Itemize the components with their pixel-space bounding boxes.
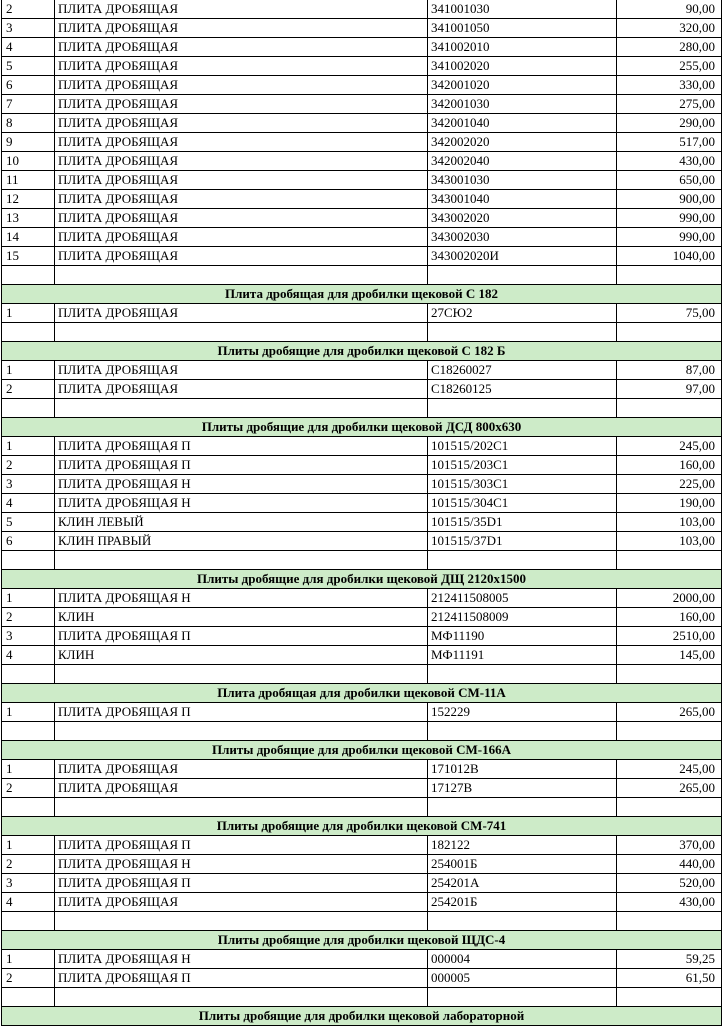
blank-row xyxy=(2,912,722,931)
empty-cell xyxy=(2,665,55,684)
table-row xyxy=(2,589,722,608)
blank-row xyxy=(2,551,722,570)
table-row xyxy=(2,57,722,76)
item-code: 182122 xyxy=(428,836,617,855)
item-name: ПЛИТА ДРОБЯЩАЯ П xyxy=(55,437,428,456)
item-name: ПЛИТА ДРОБЯЩАЯ xyxy=(55,190,428,209)
item-code: 171012В xyxy=(428,760,617,779)
table-row xyxy=(2,380,722,399)
item-price: 160,00 xyxy=(617,456,722,475)
row-number: 15 xyxy=(2,247,55,266)
item-name: ПЛИТА ДРОБЯЩАЯ xyxy=(55,304,428,323)
item-name: ПЛИТА ДРОБЯЩАЯ xyxy=(55,893,428,912)
row-number: 2 xyxy=(2,456,55,475)
item-name: ПЛИТА ДРОБЯЩАЯ П xyxy=(55,836,428,855)
item-name: КЛИН ЛЕВЫЙ xyxy=(55,513,428,532)
item-price: 330,00 xyxy=(617,76,722,95)
item-price: 225,00 xyxy=(617,475,722,494)
table-row xyxy=(2,361,722,380)
blank-row xyxy=(2,399,722,418)
item-price: 990,00 xyxy=(617,209,722,228)
table-row xyxy=(2,494,722,513)
empty-cell xyxy=(55,988,428,1007)
empty-cell xyxy=(55,399,428,418)
item-name: ПЛИТА ДРОБЯЩАЯ П xyxy=(55,969,428,988)
item-code: 341002010 xyxy=(428,38,617,57)
empty-cell xyxy=(2,798,55,817)
item-price: 145,00 xyxy=(617,646,722,665)
item-name: ПЛИТА ДРОБЯЩАЯ xyxy=(55,19,428,38)
item-name: ПЛИТА ДРОБЯЩАЯ xyxy=(55,133,428,152)
empty-cell xyxy=(2,266,55,285)
item-code: 254001Б xyxy=(428,855,617,874)
section-header-row xyxy=(2,684,722,703)
table-row xyxy=(2,209,722,228)
item-code: 152229 xyxy=(428,703,617,722)
item-code: 341001030 xyxy=(428,0,617,19)
row-number: 4 xyxy=(2,893,55,912)
row-number: 1 xyxy=(2,760,55,779)
empty-cell xyxy=(55,266,428,285)
row-number: 8 xyxy=(2,114,55,133)
empty-cell xyxy=(617,798,722,817)
item-name: ПЛИТА ДРОБЯЩАЯ xyxy=(55,247,428,266)
empty-cell xyxy=(2,323,55,342)
item-name: ПЛИТА ДРОБЯЩАЯ xyxy=(55,114,428,133)
empty-cell xyxy=(2,399,55,418)
empty-cell xyxy=(2,551,55,570)
row-number: 9 xyxy=(2,133,55,152)
item-code: 101515/202С1 xyxy=(428,437,617,456)
item-code: 254201Б xyxy=(428,893,617,912)
item-code: 342001030 xyxy=(428,95,617,114)
row-number: 1 xyxy=(2,950,55,969)
empty-cell xyxy=(428,912,617,931)
section-header-row xyxy=(2,342,722,361)
table-row xyxy=(2,304,722,323)
section-header-row xyxy=(2,285,722,304)
row-number: 3 xyxy=(2,475,55,494)
section-header-row xyxy=(2,570,722,589)
item-price: 190,00 xyxy=(617,494,722,513)
item-name: ПЛИТА ДРОБЯЩАЯ xyxy=(55,38,428,57)
item-code: МФ11191 xyxy=(428,646,617,665)
item-price: 900,00 xyxy=(617,190,722,209)
item-name: КЛИН xyxy=(55,608,428,627)
item-name: КЛИН ПРАВЫЙ xyxy=(55,532,428,551)
item-price: 61,50 xyxy=(617,969,722,988)
item-price: 160,00 xyxy=(617,608,722,627)
table-row xyxy=(2,76,722,95)
row-number: 1 xyxy=(2,703,55,722)
table-row xyxy=(2,171,722,190)
row-number: 13 xyxy=(2,209,55,228)
row-number: 1 xyxy=(2,361,55,380)
item-name: ПЛИТА ДРОБЯЩАЯ xyxy=(55,380,428,399)
row-number: 2 xyxy=(2,0,55,19)
item-price: 265,00 xyxy=(617,703,722,722)
section-title: Плиты дробящие для дробилки щековой СМ-741 xyxy=(2,817,722,836)
row-number: 12 xyxy=(2,190,55,209)
item-name: ПЛИТА ДРОБЯЩАЯ xyxy=(55,228,428,247)
item-code: 342001020 xyxy=(428,76,617,95)
item-price: 75,00 xyxy=(617,304,722,323)
blank-row xyxy=(2,798,722,817)
item-price: 430,00 xyxy=(617,893,722,912)
item-code: 000005 xyxy=(428,969,617,988)
table-row xyxy=(2,38,722,57)
empty-cell xyxy=(55,912,428,931)
table-row xyxy=(2,760,722,779)
row-number: 4 xyxy=(2,38,55,57)
table-row xyxy=(2,874,722,893)
item-code: 101515/37D1 xyxy=(428,532,617,551)
row-number: 1 xyxy=(2,589,55,608)
empty-cell xyxy=(617,266,722,285)
empty-cell xyxy=(617,988,722,1007)
table-row xyxy=(2,190,722,209)
row-number: 6 xyxy=(2,532,55,551)
empty-cell xyxy=(55,323,428,342)
row-number: 10 xyxy=(2,152,55,171)
item-price: 290,00 xyxy=(617,114,722,133)
blank-row xyxy=(2,988,722,1007)
item-price: 430,00 xyxy=(617,152,722,171)
empty-cell xyxy=(55,665,428,684)
item-code: С18260125 xyxy=(428,380,617,399)
item-name: ПЛИТА ДРОБЯЩАЯ xyxy=(55,361,428,380)
table-row xyxy=(2,532,722,551)
row-number: 3 xyxy=(2,627,55,646)
item-code: МФ11190 xyxy=(428,627,617,646)
empty-cell xyxy=(428,722,617,741)
item-price: 97,00 xyxy=(617,380,722,399)
item-name: ПЛИТА ДРОБЯЩАЯ xyxy=(55,760,428,779)
item-name: ПЛИТА ДРОБЯЩАЯ xyxy=(55,152,428,171)
table-row xyxy=(2,437,722,456)
item-name: ПЛИТА ДРОБЯЩАЯ Н xyxy=(55,950,428,969)
item-price: 103,00 xyxy=(617,532,722,551)
table-row xyxy=(2,475,722,494)
item-code: 343002020 xyxy=(428,209,617,228)
table-row xyxy=(2,247,722,266)
item-name: ПЛИТА ДРОБЯЩАЯ xyxy=(55,209,428,228)
item-code: 17127В xyxy=(428,779,617,798)
item-name: ПЛИТА ДРОБЯЩАЯ П xyxy=(55,874,428,893)
item-code: 101515/203С1 xyxy=(428,456,617,475)
table-row xyxy=(2,133,722,152)
item-name: ПЛИТА ДРОБЯЩАЯ xyxy=(55,779,428,798)
item-name: ПЛИТА ДРОБЯЩАЯ xyxy=(55,0,428,19)
table-row xyxy=(2,646,722,665)
section-title: Плиты дробящие для дробилки щековой СМ-166А xyxy=(2,741,722,760)
empty-cell xyxy=(55,722,428,741)
item-price: 59,25 xyxy=(617,950,722,969)
row-number: 1 xyxy=(2,836,55,855)
table-row xyxy=(2,969,722,988)
table-row xyxy=(2,0,722,19)
item-name: ПЛИТА ДРОБЯЩАЯ Н xyxy=(55,475,428,494)
item-price: 265,00 xyxy=(617,779,722,798)
section-header-row xyxy=(2,931,722,950)
row-number: 4 xyxy=(2,646,55,665)
table-row xyxy=(2,114,722,133)
item-code: 254201А xyxy=(428,874,617,893)
item-code: С18260027 xyxy=(428,361,617,380)
item-name: ПЛИТА ДРОБЯЩАЯ xyxy=(55,95,428,114)
section-header-row xyxy=(2,1007,722,1026)
row-number: 1 xyxy=(2,437,55,456)
item-price: 440,00 xyxy=(617,855,722,874)
item-code: 343002020И xyxy=(428,247,617,266)
table-row xyxy=(2,950,722,969)
item-code: 27СЮ2 xyxy=(428,304,617,323)
item-price: 103,00 xyxy=(617,513,722,532)
item-price: 245,00 xyxy=(617,760,722,779)
section-title: Плиты дробящие для дробилки щековой ДЩ 2120х1500 xyxy=(2,570,722,589)
blank-row xyxy=(2,266,722,285)
blank-row xyxy=(2,722,722,741)
row-number: 2 xyxy=(2,969,55,988)
blank-row xyxy=(2,665,722,684)
row-number: 2 xyxy=(2,855,55,874)
item-name: ПЛИТА ДРОБЯЩАЯ П xyxy=(55,456,428,475)
row-number: 7 xyxy=(2,95,55,114)
item-name: ПЛИТА ДРОБЯЩАЯ П xyxy=(55,627,428,646)
item-code: 341001050 xyxy=(428,19,617,38)
table-row xyxy=(2,152,722,171)
empty-cell xyxy=(2,912,55,931)
empty-cell xyxy=(2,722,55,741)
row-number: 11 xyxy=(2,171,55,190)
item-name: ПЛИТА ДРОБЯЩАЯ xyxy=(55,76,428,95)
table-row xyxy=(2,228,722,247)
item-code: 343001040 xyxy=(428,190,617,209)
empty-cell xyxy=(617,323,722,342)
table-row xyxy=(2,19,722,38)
empty-cell xyxy=(428,798,617,817)
item-code: 000004 xyxy=(428,950,617,969)
section-title: Плиты дробящие для дробилки щековой С 182 Б xyxy=(2,342,722,361)
item-price: 2510,00 xyxy=(617,627,722,646)
item-price: 650,00 xyxy=(617,171,722,190)
price-list-table xyxy=(1,0,722,1026)
empty-cell xyxy=(617,399,722,418)
item-price: 990,00 xyxy=(617,228,722,247)
price-list-body xyxy=(2,0,722,1026)
row-number: 3 xyxy=(2,19,55,38)
row-number: 4 xyxy=(2,494,55,513)
section-title: Плиты дробящие для дробилки щековой ДСД 800х630 xyxy=(2,418,722,437)
empty-cell xyxy=(428,988,617,1007)
item-price: 90,00 xyxy=(617,0,722,19)
item-code: 343002030 xyxy=(428,228,617,247)
item-code: 343001030 xyxy=(428,171,617,190)
row-number: 3 xyxy=(2,874,55,893)
row-number: 2 xyxy=(2,779,55,798)
empty-cell xyxy=(428,551,617,570)
section-header-row xyxy=(2,817,722,836)
item-price: 275,00 xyxy=(617,95,722,114)
item-code: 212411508009 xyxy=(428,608,617,627)
item-price: 1040,00 xyxy=(617,247,722,266)
item-code: 342002040 xyxy=(428,152,617,171)
empty-cell xyxy=(55,798,428,817)
row-number: 5 xyxy=(2,513,55,532)
item-code: 101515/35D1 xyxy=(428,513,617,532)
empty-cell xyxy=(428,266,617,285)
item-price: 245,00 xyxy=(617,437,722,456)
item-price: 320,00 xyxy=(617,19,722,38)
table-row xyxy=(2,855,722,874)
item-name: ПЛИТА ДРОБЯЩАЯ Н xyxy=(55,589,428,608)
row-number: 14 xyxy=(2,228,55,247)
empty-cell xyxy=(617,722,722,741)
table-row xyxy=(2,95,722,114)
table-row xyxy=(2,779,722,798)
item-price: 2000,00 xyxy=(617,589,722,608)
section-title: Плиты дробящие для дробилки щековой ЩДС-4 xyxy=(2,931,722,950)
table-row xyxy=(2,456,722,475)
item-price: 517,00 xyxy=(617,133,722,152)
item-name: ПЛИТА ДРОБЯЩАЯ xyxy=(55,171,428,190)
item-code: 101515/304С1 xyxy=(428,494,617,513)
section-title: Плита дробящая для дробилки щековой СМ-11А xyxy=(2,684,722,703)
table-row xyxy=(2,627,722,646)
section-title: Плиты дробящие для дробилки щековой лабораторной xyxy=(2,1007,722,1026)
empty-cell xyxy=(617,912,722,931)
item-name: ПЛИТА ДРОБЯЩАЯ П xyxy=(55,703,428,722)
row-number: 1 xyxy=(2,304,55,323)
row-number: 6 xyxy=(2,76,55,95)
item-code: 342001040 xyxy=(428,114,617,133)
item-price: 87,00 xyxy=(617,361,722,380)
item-price: 520,00 xyxy=(617,874,722,893)
item-code: 341002020 xyxy=(428,57,617,76)
row-number: 2 xyxy=(2,380,55,399)
empty-cell xyxy=(55,551,428,570)
table-row xyxy=(2,836,722,855)
row-number: 2 xyxy=(2,608,55,627)
empty-cell xyxy=(428,399,617,418)
empty-cell xyxy=(2,988,55,1007)
section-header-row xyxy=(2,418,722,437)
empty-cell xyxy=(428,323,617,342)
item-name: ПЛИТА ДРОБЯЩАЯ xyxy=(55,57,428,76)
table-row xyxy=(2,703,722,722)
empty-cell xyxy=(617,665,722,684)
table-row xyxy=(2,893,722,912)
table-row xyxy=(2,513,722,532)
item-name: ПЛИТА ДРОБЯЩАЯ Н xyxy=(55,855,428,874)
row-number: 5 xyxy=(2,57,55,76)
item-price: 255,00 xyxy=(617,57,722,76)
item-price: 280,00 xyxy=(617,38,722,57)
blank-row xyxy=(2,323,722,342)
item-code: 101515/303С1 xyxy=(428,475,617,494)
empty-cell xyxy=(428,665,617,684)
item-code: 342002020 xyxy=(428,133,617,152)
section-header-row xyxy=(2,741,722,760)
empty-cell xyxy=(617,551,722,570)
section-title: Плита дробящая для дробилки щековой С 182 xyxy=(2,285,722,304)
item-name: ПЛИТА ДРОБЯЩАЯ Н xyxy=(55,494,428,513)
item-name: КЛИН xyxy=(55,646,428,665)
item-price: 370,00 xyxy=(617,836,722,855)
item-code: 212411508005 xyxy=(428,589,617,608)
table-row xyxy=(2,608,722,627)
